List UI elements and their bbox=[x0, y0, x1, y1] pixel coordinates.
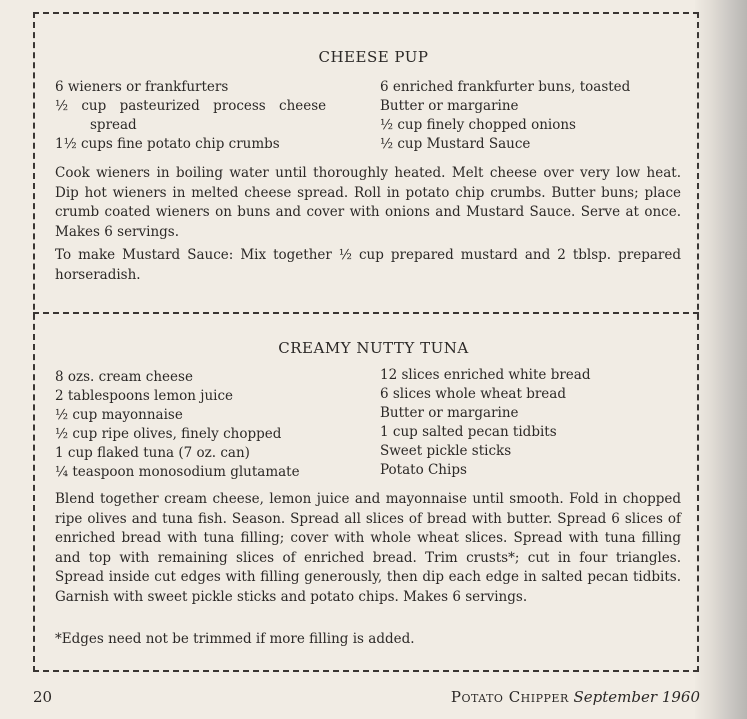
directions-creamy-nutty-tuna: Blend together cream cheese, lemon juice and mayonnaise until smooth. Fold in chopped ripe olives and tuna fish. Season. Spread all slices of bread with butter. Spread 6 slices of enriched bread with tuna filling; cover with whole wheat slices. Spread with tuna filling and top with remaining slices of enriched bread. Trim crusts*; cut in four triangles. Spread inside cut edges with filling generously, then dip each edge in salted pecan tidbits. Garnish with sweet pickle sticks and potato chips. Makes 6 servings. bbox=[55, 491, 681, 605]
ingredient: 1 cup flaked tuna (7 oz. can) bbox=[55, 445, 250, 461]
page-edge-shadow bbox=[695, 0, 747, 719]
footnote: *Edges need not be trimmed if more filling is added. bbox=[55, 631, 415, 647]
ingredient: 1 cup salted pecan tidbits bbox=[380, 424, 557, 440]
mustard-sauce-note: To make Mustard Sauce: Mix together ½ cup prepared mustard and 2 tblsp. prepared horseradish. bbox=[55, 247, 681, 283]
ingredient: 8 ozs. cream cheese bbox=[55, 369, 193, 385]
ingredient: 2 tablespoons lemon juice bbox=[55, 388, 234, 404]
ingredient: 6 wieners or frankfurters bbox=[55, 79, 229, 95]
ingredient: ¼ teaspoon monosodium glutamate bbox=[55, 464, 300, 480]
running-footer bbox=[451, 688, 700, 706]
ingredient: Sweet pickle sticks bbox=[380, 443, 512, 459]
recipe-title-creamy-nutty-tuna: CREAMY NUTTY TUNA bbox=[278, 339, 469, 357]
ingredient: 6 enriched frankfurter buns, toasted bbox=[380, 79, 631, 95]
ingredients-right-2 bbox=[380, 366, 590, 480]
ingredient: Butter or margarine bbox=[380, 98, 519, 114]
ingredient: spread bbox=[90, 117, 137, 133]
ingredient: Butter or margarine bbox=[380, 405, 519, 421]
ingredients-right-1 bbox=[380, 78, 630, 154]
ingredients-left-1 bbox=[55, 78, 326, 154]
ingredient: ½ cup finely chopped onions bbox=[380, 117, 576, 133]
ingredients-left-2 bbox=[55, 368, 300, 482]
ingredient: Potato Chips bbox=[380, 462, 467, 478]
ingredient: ½ cup ripe olives, finely chopped bbox=[55, 426, 282, 442]
ingredient: ½ cup Mustard Sauce bbox=[380, 136, 531, 152]
page-number: 20 bbox=[33, 688, 53, 706]
directions-cheese-pup: Cook wieners in boiling water until thoroughly heated. Melt cheese over very low heat. Dip hot wieners in melted cheese spread. Roll in potato chip crumbs. Butter buns; place crumb coated wieners on buns and cover with onions and Mustard Sauce. Serve at once. Makes 6 servings. bbox=[55, 165, 681, 240]
ingredient: ½ cup pasteurized process cheese bbox=[55, 98, 327, 114]
recipe-divider bbox=[33, 312, 699, 314]
ingredient: 12 slices enriched white bread bbox=[380, 367, 591, 383]
recipe-title-cheese-pup: CHEESE PUP bbox=[318, 48, 429, 66]
ingredient: 1½ cups fine potato chip crumbs bbox=[55, 136, 280, 152]
ingredient: ½ cup mayonnaise bbox=[55, 407, 183, 423]
ingredient: 6 slices whole wheat bread bbox=[380, 386, 566, 402]
publication-date: September 1960 bbox=[573, 688, 700, 706]
publication-name: Potato Chipper bbox=[450, 688, 569, 706]
